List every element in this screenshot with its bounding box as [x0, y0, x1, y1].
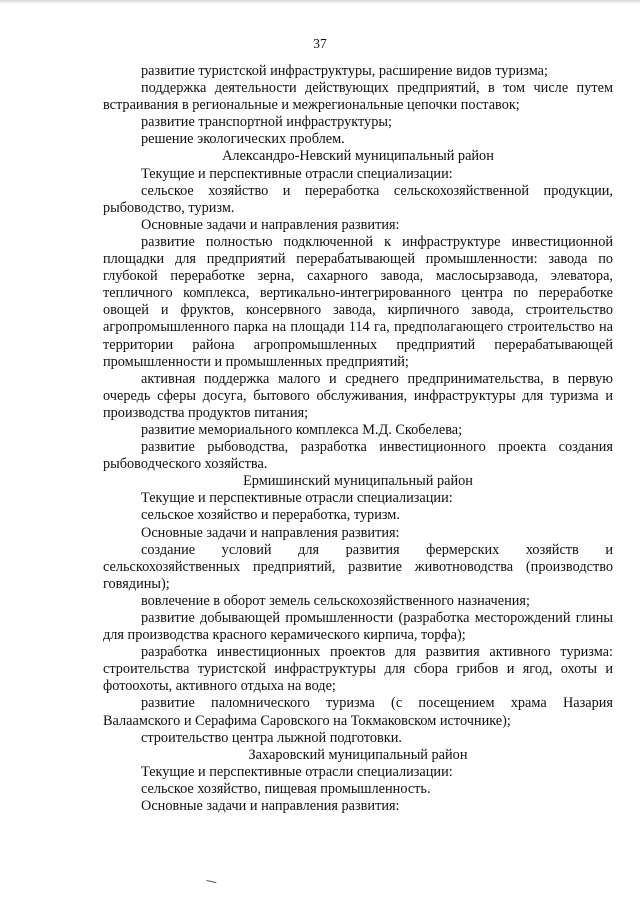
scan-edge: [0, 0, 640, 4]
paragraph: решение экологических проблем.: [141, 131, 345, 148]
scan-artifact: [206, 880, 217, 887]
paragraph: развитие транспортной инфраструктуры;: [141, 114, 392, 131]
paragraph: сельское хозяйство и переработка, туризм.: [141, 507, 400, 524]
paragraph: Текущие и перспективные отрасли специализации:: [141, 763, 453, 780]
document-body: [103, 63, 613, 815]
paragraph: Текущие и перспективные отрасли специализации:: [141, 490, 453, 507]
paragraph: Текущие и перспективные отрасли специализации:: [141, 165, 453, 182]
paragraph: разработка инвестиционных проектов для развития активного туризма: строительства туристской инфраструктуры для сбора грибов и ягод, охоты и фотоохоты, активного отдыха на воде;: [103, 644, 613, 695]
paragraph: развитие туристской инфраструктуры, расширение видов туризма;: [141, 63, 548, 79]
paragraph: Основные задачи и направления развития:: [141, 216, 400, 233]
district-heading: Захаровский муниципальный район: [248, 746, 468, 763]
paragraph: развитие паломнического туризма (с посещением храма Назария Валаамского и Серафима Саровского на Токмаковском источнике);: [103, 695, 613, 729]
paragraph: сельское хозяйство и переработка сельскохозяйственной продукции, рыбоводство, туризм.: [103, 182, 613, 216]
paragraph: развитие мемориального комплекса М.Д. Скобелева;: [141, 421, 463, 438]
paragraph: развитие добывающей промышленности (разработка месторождений глины для производства красного керамического кирпича, торфа);: [103, 610, 613, 644]
district-heading: Ермишинский муниципальный район: [243, 473, 473, 490]
paragraph: развитие рыбоводства, разработка инвестиционного проекта создания рыбоводческого хозяйства.: [103, 439, 613, 473]
paragraph: сельское хозяйство, пищевая промышленность.: [141, 780, 431, 797]
paragraph: Основные задачи и направления развития:: [141, 798, 400, 815]
paragraph: развитие полностью подключенной к инфраструктуре инвестиционной площадки для предприятий перерабатывающей промышленности: завода по глубокой переработке зерна, сахарного завода, маслосырзавода, элеватора, тепличного комплекса, вертикально-интегрированного центра по переработке овощей и фруктов, консервного завода, кирпичного завода, строительство агропромышленного парка на площади 114 га, предполагающего строительство на территории района агропромышленных предприятий перерабатывающей промышленности и промышленных предприятий;: [103, 233, 613, 370]
paragraph: активная поддержка малого и среднего предпринимательства, в первую очередь сферы досуга, бытового обслуживания, инфраструктуры для туризма и производства продуктов питания;: [103, 370, 613, 421]
paragraph: вовлечение в оборот земель сельскохозяйственного назначения;: [141, 592, 530, 609]
paragraph: строительство центра лыжной подготовки.: [141, 729, 402, 746]
paragraph: создание условий для развития фермерских хозяйств и сельскохозяйственных предприятий, развитие животноводства (производство говядины);: [103, 541, 613, 592]
page-number: 37: [313, 36, 327, 51]
district-heading: Александро-Невский муниципальный район: [222, 148, 494, 165]
paragraph: поддержка деятельности действующих предприятий, в том числе путем встраивания в региональные и межрегиональные цепочки поставок;: [103, 80, 613, 114]
paragraph: Основные задачи и направления развития:: [141, 524, 400, 541]
